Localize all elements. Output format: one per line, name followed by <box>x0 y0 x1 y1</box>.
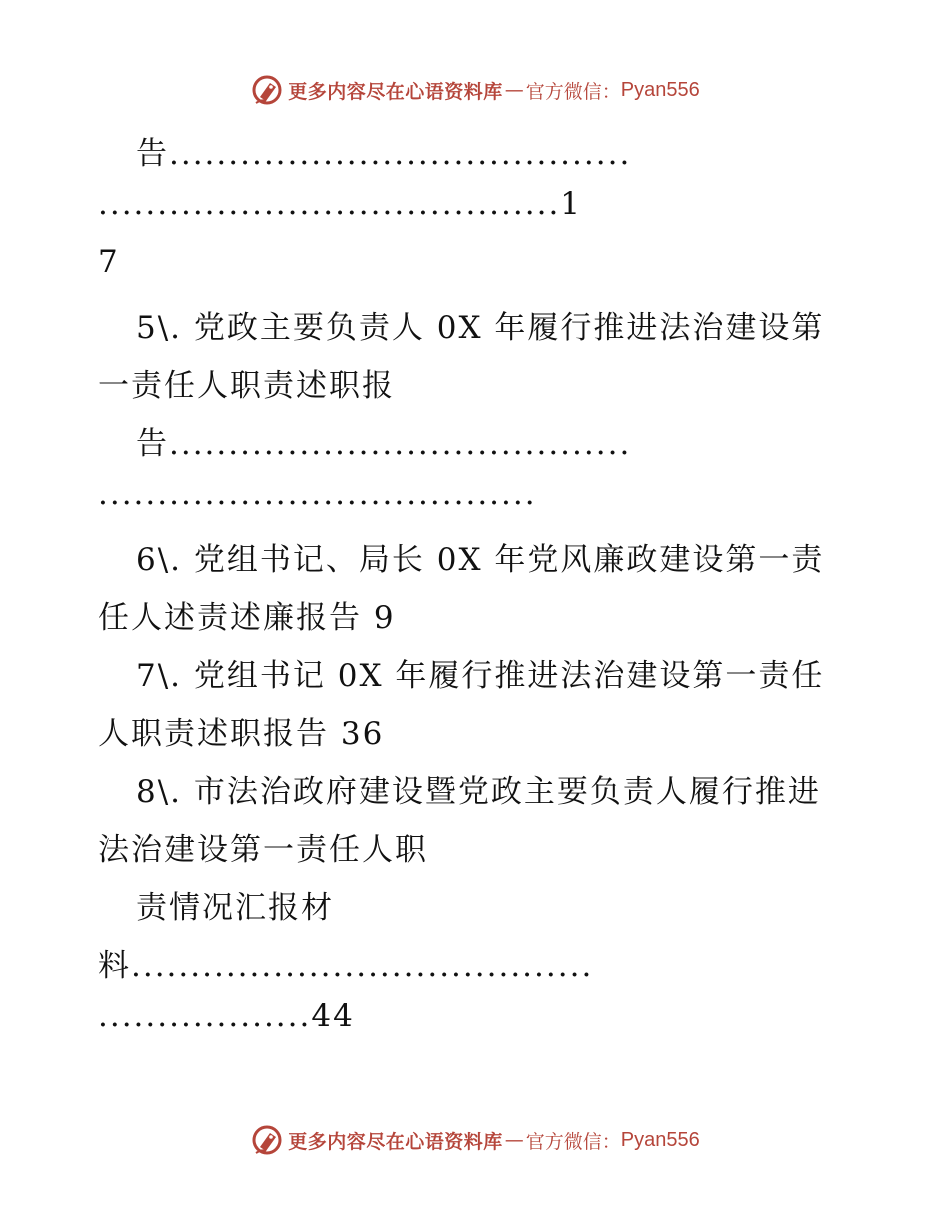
pen-nib-logo-icon <box>250 1123 284 1157</box>
toc-line: 法治建设第一责任人职 <box>98 832 428 868</box>
header-banner-separator: — <box>504 79 524 101</box>
toc-line: 8\. 市法治政府建设暨党政主要负责人履行推进 <box>136 774 821 810</box>
pen-nib-logo-icon <box>250 73 284 107</box>
toc-line: ..................44 <box>98 998 355 1034</box>
header-banner-wechat-label: 官方微信： <box>525 80 621 103</box>
footer-banner-wechat-id: Pyan556 <box>620 1128 700 1151</box>
toc-line: 7\. 党组书记 0X 年履行推进法治建设第一责任 <box>136 658 825 694</box>
header-banner-wechat-id: Pyan556 <box>620 78 700 101</box>
footer-banner-text: 更多内容尽在心语资料库 <box>288 1130 503 1153</box>
toc-line: 一责任人职责述职报 <box>98 368 395 404</box>
toc-line: 5\. 党政主要负责人 0X 年履行推进法治建设第 <box>136 310 825 346</box>
toc-line: 6\. 党组书记、局长 0X 年党风廉政建设第一责 <box>136 542 825 578</box>
footer-banner <box>0 1120 950 1160</box>
toc-line: 人职责述职报告 36 <box>98 716 385 752</box>
toc-line: 责情况汇报材 <box>136 890 334 926</box>
toc-line: 任人述责述廉报告 9 <box>98 600 396 636</box>
footer-banner-separator: — <box>504 1129 524 1151</box>
header-banner <box>0 70 950 110</box>
toc-line: 告....................................... <box>136 136 632 172</box>
toc-line: ..................................... <box>98 476 537 512</box>
toc-line: 告....................................... <box>136 426 632 462</box>
toc-line: .......................................1 <box>98 186 583 222</box>
footer-banner-wechat-label: 官方微信： <box>525 1130 621 1153</box>
toc-line: 7 <box>98 244 120 280</box>
header-banner-text: 更多内容尽在心语资料库 <box>288 80 503 103</box>
toc-line: 料....................................... <box>98 948 594 984</box>
